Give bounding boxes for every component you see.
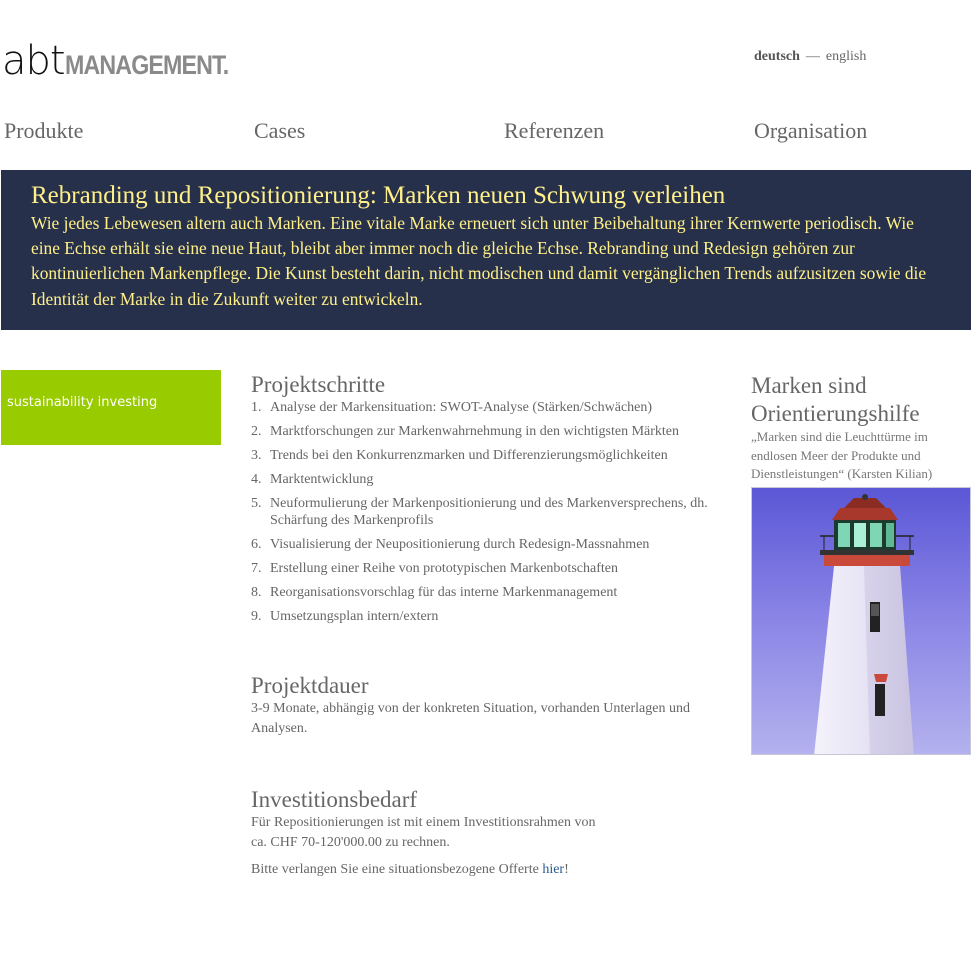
lighthouse-icon <box>752 488 971 755</box>
step-text: Trends bei den Konkurrenzmarken und Differenzierungsmöglichkeiten <box>270 448 668 463</box>
step-number: 8. <box>251 585 262 600</box>
projektschritte-section <box>251 372 721 632</box>
intro-banner <box>1 170 971 330</box>
nav-item-referenzen[interactable]: Referenzen <box>504 118 605 143</box>
list-item <box>251 608 721 625</box>
lang-separator: — <box>805 49 820 64</box>
nav-item-organisation[interactable]: Organisation <box>754 118 868 143</box>
step-text: Neuformulierung der Markenpositionierung und des Markenversprechens, dh. Schärfung des Markenprofils <box>270 496 708 528</box>
sustainability-label: sustainability investing <box>7 395 158 410</box>
offer-text <box>251 860 721 880</box>
step-number: 2. <box>251 424 262 439</box>
logo-management: MANAGEMENT. <box>64 50 228 80</box>
quote-title-line1: Marken sind <box>751 373 867 398</box>
step-number: 7. <box>251 561 262 576</box>
list-item <box>251 584 721 601</box>
language-switch <box>754 49 866 65</box>
step-text: Umsetzungsplan intern/extern <box>270 609 439 624</box>
logo-abt: abt <box>2 38 65 84</box>
projektdauer-text: 3-9 Monate, abhängig von der konkreten Situation, vorhanden Unterlagen und Analysen. <box>251 701 690 736</box>
step-number: 4. <box>251 472 262 487</box>
investitionsbedarf-section <box>251 787 721 880</box>
nav-item-produkte[interactable]: Produkte <box>4 118 84 143</box>
quote-title-line2: Orientierungshilfe <box>751 401 920 426</box>
step-number: 1. <box>251 400 262 415</box>
list-item <box>251 423 721 440</box>
step-text: Erstellung einer Reihe von prototypischen Markenbotschaften <box>270 561 618 576</box>
projektdauer-title: Projektdauer <box>251 673 369 698</box>
logo[interactable] <box>2 38 255 84</box>
invest-line2: ca. CHF 70-120'000.00 zu rechnen. <box>251 835 450 850</box>
step-number: 5. <box>251 496 262 511</box>
offer-suffix: ! <box>564 862 569 877</box>
banner-text: Wie jedes Lebewesen altern auch Marken. Eine vitale Marke erneuert sich unter Beibehaltung ihrer Kernwerte periodisch. Wie eine Echse erhält sie eine neue Haut, bleibt aber immer noch die gleiche Echse. Rebranding und Redesign gehören zur kontinuierlichen Markenpflege. Die Kunst besteht darin, nicht modischen und damit vergänglichen Trends aufzusitzen sowie die Identität der Marke in die Zukunft weiter zu entwickeln. <box>31 213 927 309</box>
sustainability-investing-button[interactable] <box>1 370 221 445</box>
lang-deutsch[interactable]: deutsch <box>754 49 800 64</box>
step-number: 3. <box>251 448 262 463</box>
step-text: Marktentwicklung <box>270 472 374 487</box>
nav-item-cases[interactable]: Cases <box>254 118 306 143</box>
step-text: Marktforschungen zur Markenwahrnehmung in den wichtigsten Märkten <box>270 424 679 439</box>
list-item <box>251 471 721 488</box>
lighthouse-image <box>751 487 971 755</box>
invest-title: Investitionsbedarf <box>251 787 418 812</box>
sidebar-quote <box>751 372 972 484</box>
quote-text: „Marken sind die Leuchttürme im endlosen Meer der Produkte und Dienstleistungen“ (Karsten Kilian) <box>751 429 933 481</box>
list-item <box>251 447 721 464</box>
list-item <box>251 399 721 416</box>
invest-line1: Für Repositionierungen ist mit einem Investitionsrahmen von <box>251 815 596 830</box>
list-item <box>251 536 721 553</box>
offer-prefix: Bitte verlangen Sie eine situationsbezogene Offerte <box>251 862 543 877</box>
projektdauer-section <box>251 673 721 739</box>
lang-english[interactable]: english <box>825 49 867 64</box>
list-item <box>251 495 721 529</box>
quote-title <box>751 372 972 428</box>
step-text: Visualisierung der Neupositionierung durch Redesign-Massnahmen <box>270 537 650 552</box>
offer-link[interactable]: hier <box>542 862 565 877</box>
list-item <box>251 560 721 577</box>
step-text: Analyse der Markensituation: SWOT-Analyse (Stärken/Schwächen) <box>270 400 653 415</box>
banner-title: Rebranding und Repositionierung: Marken neuen Schwung verleihen <box>31 182 726 209</box>
step-number: 9. <box>251 609 262 624</box>
step-number: 6. <box>251 537 262 552</box>
steps-list <box>251 399 721 625</box>
projektschritte-title: Projektschritte <box>251 372 386 397</box>
step-text: Reorganisationsvorschlag für das interne Markenmanagement <box>270 585 618 600</box>
